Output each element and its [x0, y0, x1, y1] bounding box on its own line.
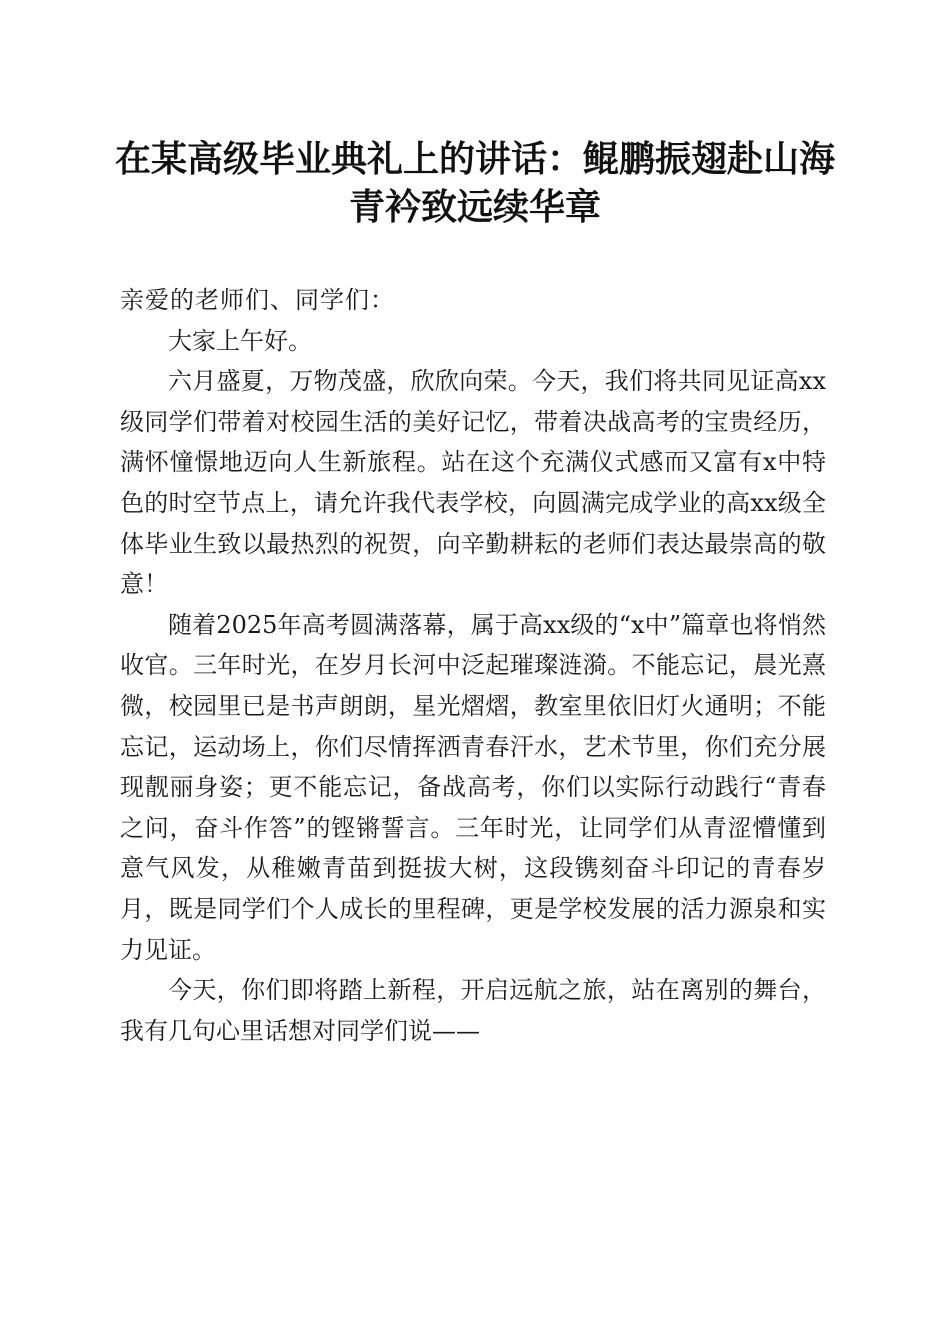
- document-body: [120, 280, 826, 1051]
- paragraph-farewell: 今天，你们即将踏上新程，开启远航之旅，站在离别的舞台，我有几句心里话想对同学们说——: [120, 976, 826, 1045]
- document-title-line-1: 在某高级毕业典礼上的讲话：鲲鹏振翅赴山海: [114, 138, 835, 180]
- salutation: 亲爱的老师们、同学们：: [120, 286, 395, 314]
- document-title-line-2: 青衿致远续华章: [348, 186, 601, 228]
- paragraph-greeting: 大家上午好。: [168, 326, 312, 355]
- paragraph-congratulations: 六月盛夏，万物茂盛，欣欣向荣。今天，我们将共同见证高xx级同学们带着对校园生活的美好记忆，带着决战高考的宝贵经历，满怀憧憬地迈向人生新旅程。站在这个充满仪式感而又富有x中特色的时空节点上，请允许我代表学校，向圆满完成学业的高xx级全体毕业生致以最热烈的祝贺，向辛勤耕耘的老师们表达最崇高的敬意！: [120, 367, 826, 599]
- paragraph-three-years: 随着2025年高考圆满落幕，属于高xx级的“x中”篇章也将悄然收官。三年时光，在岁月长河中泛起璀璨涟漪。不能忘记，晨光熹微，校园里已是书声朗朗，星光熠熠，教室里依旧灯火通明；不能忘记，运动场上，你们尽情挥洒青春汗水，艺术节里，你们充分展现靓丽身姿；更不能忘记，备战高考，你们以实际行动践行“青春之问，奋斗作答”的铿锵誓言。三年时光，让同学们从青涩懵懂到意气风发，从稚嫩青苗到挺拔大树，这段镌刻奋斗印记的青春岁月，既是同学们个人成长的里程碑，更是学校发展的活力源泉和实力见证。: [120, 610, 826, 964]
